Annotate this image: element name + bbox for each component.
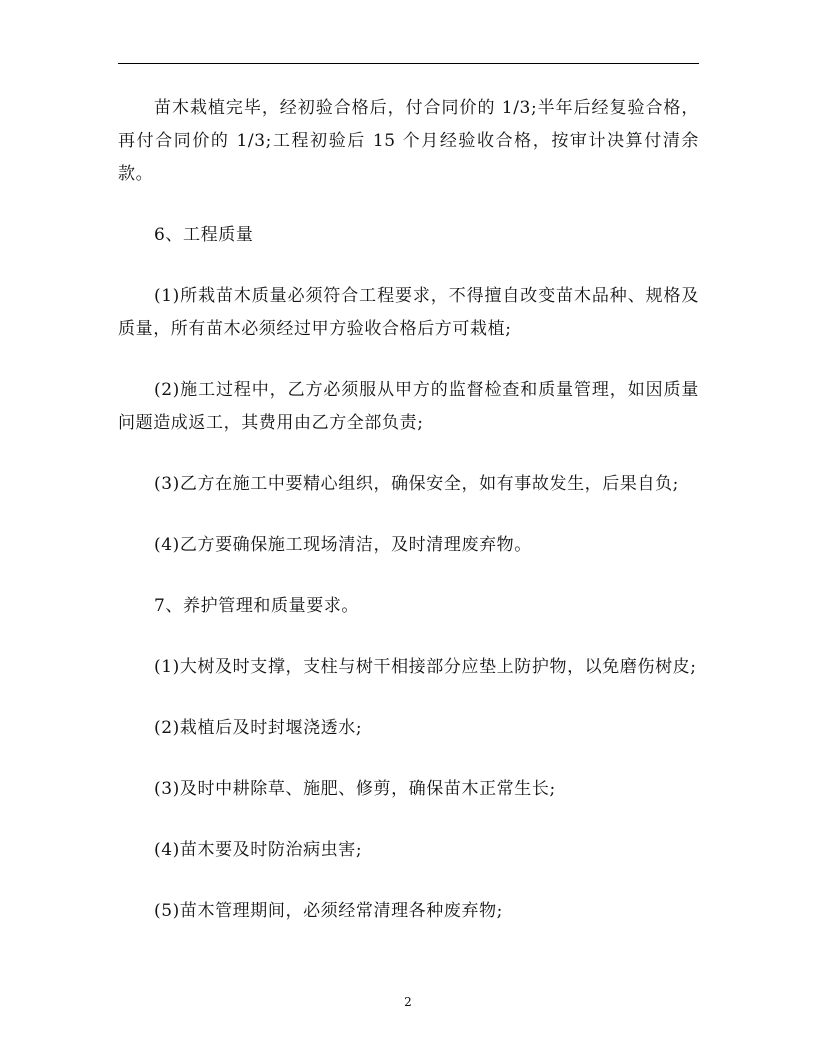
quality-item-4: (4)乙方要确保施工现场清洁，及时清理废弃物。 (154, 535, 532, 555)
quality-item-3: (3)乙方在施工中要精心组织，确保安全，如有事故发生，后果自负; (154, 474, 680, 494)
quality-item-1: (1)所栽苗木质量必须符合工程要求，不得擅自改变苗木品种、规格及质量，所有苗木必须经过甲方验收合格后方可栽植; (118, 286, 699, 339)
section-heading-quality: 6、工程质量 (154, 225, 254, 245)
header-rule (118, 63, 699, 64)
maintenance-item-5: (5)苗木管理期间，必须经常清理各种废弃物; (154, 901, 504, 921)
maintenance-item-4: (4)苗木要及时防治病虫害; (154, 840, 363, 860)
payment-terms-paragraph: 苗木栽植完毕，经初验合格后，付合同价的 1/3;半年后经复验合格，再付合同价的 1/3;工程初验后 15 个月经验收合格，按审计决算付清余款。 (118, 98, 699, 184)
maintenance-item-3: (3)及时中耕除草、施肥、修剪，确保苗木正常生长; (154, 779, 556, 799)
section-heading-maintenance: 7、养护管理和质量要求。 (154, 596, 360, 616)
page-number: 2 (404, 995, 412, 1009)
document-body (118, 92, 699, 928)
quality-item-2: (2)施工过程中，乙方必须服从甲方的监督检查和质量管理，如因质量问题造成返工，其费用由乙方全部负责; (118, 380, 699, 433)
maintenance-item-1: (1)大树及时支撑，支柱与树干相接部分应垫上防护物，以免磨伤树皮; (154, 657, 697, 677)
maintenance-item-2: (2)栽植后及时封堰浇透水; (154, 718, 363, 738)
